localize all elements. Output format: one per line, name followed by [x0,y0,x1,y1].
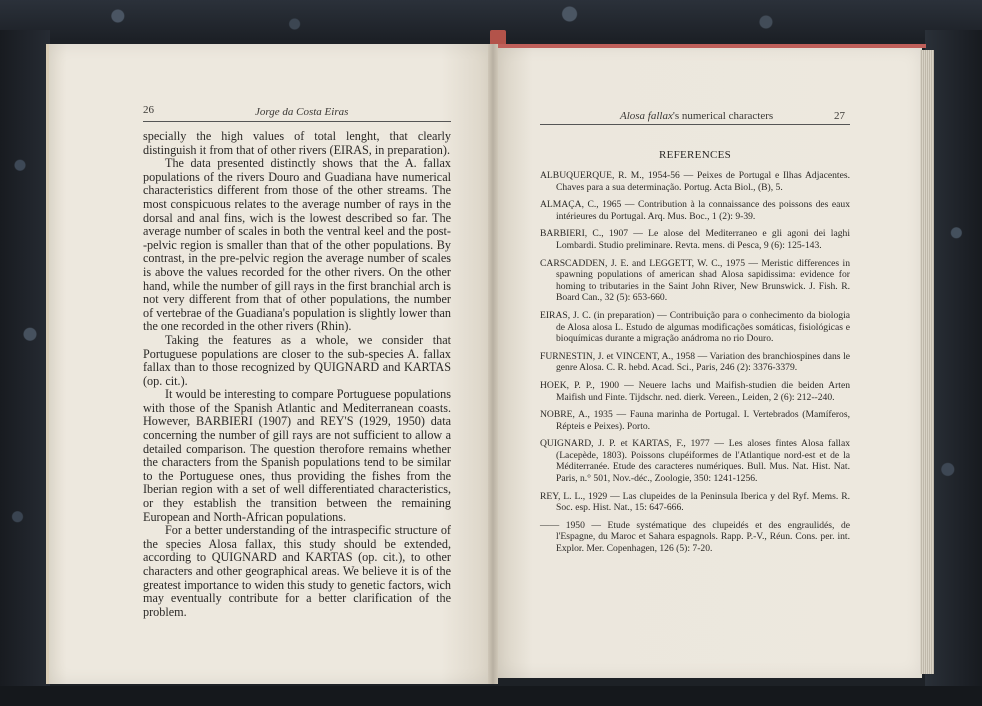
running-head-species: Alosa fallax [620,110,673,122]
left-header-rule [143,121,451,122]
references-list [540,170,850,561]
book-cover-left [0,30,50,706]
left-running-head: Jorge da Costa Eiras [255,106,349,118]
reference-item: EIRAS, J. C. (in preparation) — Contribuição para o conhecimento da biologia de Alosa alosa L. Estudo de algumas modificações somáticas, fisiológicas e bioquímicas durante a migração anádroma no rio Douro. [540,309,850,345]
reference-item: REY, L. L., 1929 — Las clupeides de la Peninsula Iberica y del Ryf. Mems. R. Soc. esp. Hist. Nat., 15: 647-666. [540,490,850,514]
left-page-number: 26 [143,104,154,116]
reference-item: QUIGNARD, J. P. et KARTAS, F., 1977 — Les aloses fintes Alosa fallax (Lacepède, 1803). Poissons clupéiformes de l'Atlantique nord-est et de la Méditerranée. Etude des caracteres numériques. Bull. Mus. Nat. Hist. Nat. Paris, n.° 501, Nov.-déc., Zoologie, 350: 1241-1256. [540,438,850,485]
reference-item: ALMAÇA, C., 1965 — Contribution à la connaissance des poissons des eaux intérieures du Portugal. Arq. Mus. Boc., 1 (2): 9-39. [540,199,850,222]
reference-item: CARSCADDEN, J. E. and LEGGETT, W. C., 1975 — Meristic differences in spawning populations of american shad Alosa sapidissima: evidence for homing to tributaries in the Saint John River, New Brunswick. J. Fish. R. Board Can., 32 (5): 653-660. [540,257,850,304]
reference-item: HOEK, P. P., 1900 — Neuere lachs und Maifish-studien die beiden Arten Maifish und Finte. Tijdschr. ned. dierk. Vereen., Leiden, 2 (6): 212--240. [540,379,850,403]
reference-item: BARBIERI, C., 1907 — Le alose del Mediterraneo e gli agoni dei laghi Lombardi. Studio preliminare. Revta. mens. di Pesca, 9 (6): 125-143. [540,228,850,251]
page-top-edge [494,44,926,48]
page-stack-edge [920,50,934,674]
paragraph: For a better understanding of the intraspecific structure of the species Alosa fallax, this study should be extended, according to QUIGNARD and KARTAS (op. cit.), to other characters and other geographical areas. We believe it is of the greatest importance to widen this study to genetic factors, wich may eventually contribute for a better clarification of the problem. [143,523,451,619]
reference-item: NOBRE, A., 1935 — Fauna marinha de Portugal. I. Vertebrados (Mamíferos, Répteis e Peixes). Porto. [540,409,850,432]
right-running-head [620,110,773,122]
running-head-rest: 's numerical characters [672,110,774,122]
right-header-rule [540,124,850,125]
paragraph: The data presented distinctly shows that the A. fallax populations of the rivers Douro and Guadiana have numerical characteristics different from those of the other streams. The most conspicuous relates to the average number of rays in the dorsal and anal fins, wich is the lowest described so far. The average number of scales in both the ventral keel and the post--pelvic region is smaller than that of the other populations. By contrast, in the pre-pelvic region the average number of scales is above the values recorded for the other rivers. On the other hand, while the number of gill rays in the first branchial arch is not very different from that of other populations, the number of vertebrae of the Guadiana's population is slightly lower than the one recorded in the other rivers (Rhin). [143,156,451,334]
reference-item: —— 1950 — Etude systématique des clupeidés et des engraulidés, de l'Espagne, du Maroc et Sahara espagnols. Rapp. P.-V., Réun. Cons. per. int. Explor. Mer. Copenhagen, 126 (5): 7-20. [540,519,850,555]
paragraph: specially the high values of total lenght, that clearly distinguish it from that of other rivers (EIRAS, in preparation). [143,129,451,157]
book-cover-bottom [0,686,982,706]
references-heading: REFERENCES [658,149,732,161]
right-page-number: 27 [834,110,845,122]
reference-item: ALBUQUERQUE, R. M., 1954-56 — Peixes de Portugal e Ilhas Adjacentes. Chaves para a sua determinação. Portug. Acta Biol., (B), 5. [540,170,850,193]
reference-item: FURNESTIN, J. et VINCENT, A., 1958 — Variation des branchiospines dans le genre Alosa. C. R. hebd. Acad. Sci., Paris, 246 (2): 3376-3379. [540,350,850,374]
left-body-text [143,130,451,619]
paragraph: It would be interesting to compare Portuguese populations with those of the Spanish Atlantic and Mediterranean coasts. However, BARBIERI (1907) and REY'S (1929, 1950) data concerning the number of gill rays are not sufficient to allow a detailed comparison. The question therofore remains whether the characters from the Spanish populations tend to be similar to the Portuguese ones, thus providing the fishes from the Iberian region with a set of well differentiated characteristics, or they establish the transition between the remaining European and North-African populations. [143,387,451,524]
paragraph: Taking the features as a whole, we consider that Portuguese populations are closer to the sub-species A. fallax fallax than to those recognized by QUIGNARD and KARTAS (op. cit.). [143,332,451,388]
book-gutter [488,44,498,684]
